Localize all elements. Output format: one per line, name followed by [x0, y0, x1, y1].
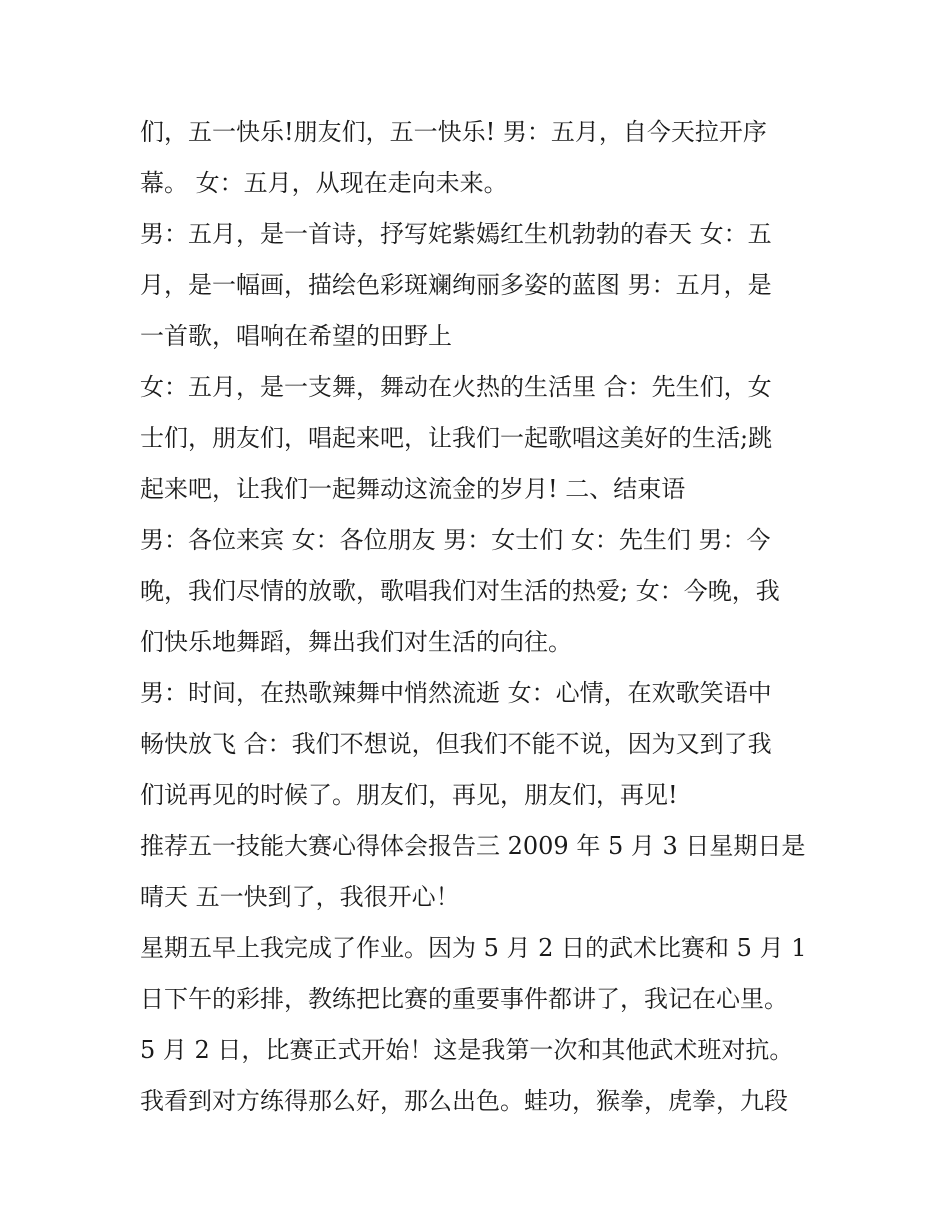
text-line: 们，五一快乐!朋友们，五一快乐! 男：五月，自今天拉开序 [140, 118, 767, 146]
text-line: 男：五月，是一首诗，抒写姹紫嫣红生机勃勃的春天 女：五 [140, 220, 772, 248]
text-line: 幕。 女：五月，从现在走向未来。 [140, 169, 508, 197]
text-line: 起来吧，让我们一起舞动这流金的岁月! 二、结束语 [140, 475, 686, 503]
text-line: 们说再见的时候了。朋友们，再见，朋友们，再见! [140, 781, 678, 809]
text-line: 男：各位来宾 女：各位朋友 男：女士们 女：先生们 男：今 [140, 526, 771, 554]
text-line: 月，是一幅画，描绘色彩斑斓绚丽多姿的蓝图 男：五月，是 [140, 271, 772, 299]
text-line: 士们，朋友们，唱起来吧，让我们一起歌唱这美好的生活;跳 [140, 424, 773, 452]
text-line: 晚，我们尽情的放歌，歌唱我们对生活的热爱; 女：今晚，我 [140, 577, 780, 605]
text-line: 我看到对方练得那么好，那么出色。蛙功，猴拳，虎拳，九段 [140, 1087, 788, 1115]
text-line: 5 月 2 日，比赛正式开始！这是我第一次和其他武术班对抗。 [140, 1036, 794, 1064]
document-body [140, 107, 830, 1127]
text-line: 男：时间，在热歌辣舞中悄然流逝 女：心情，在欢歌笑语中 [140, 679, 772, 707]
text-line: 畅快放飞 合：我们不想说，但我们不能不说，因为又到了我 [140, 730, 772, 758]
text-line: 推荐五一技能大赛心得体会报告三 2009 年 5 月 3 日星期日是 [140, 832, 806, 860]
text-line: 晴天 五一快到了，我很开心！ [140, 883, 460, 911]
text-line: 女：五月，是一支舞，舞动在火热的生活里 合：先生们，女 [140, 373, 772, 401]
text-line: 星期五早上我完成了作业。因为 5 月 2 日的武术比赛和 5 月 1 [140, 934, 807, 962]
text-line: 们快乐地舞蹈，舞出我们对生活的向往。 [140, 628, 572, 656]
text-line: 日下午的彩排，教练把比赛的重要事件都讲了，我记在心里。 [140, 985, 788, 1013]
text-line: 一首歌，唱响在希望的田野上 [140, 322, 452, 350]
